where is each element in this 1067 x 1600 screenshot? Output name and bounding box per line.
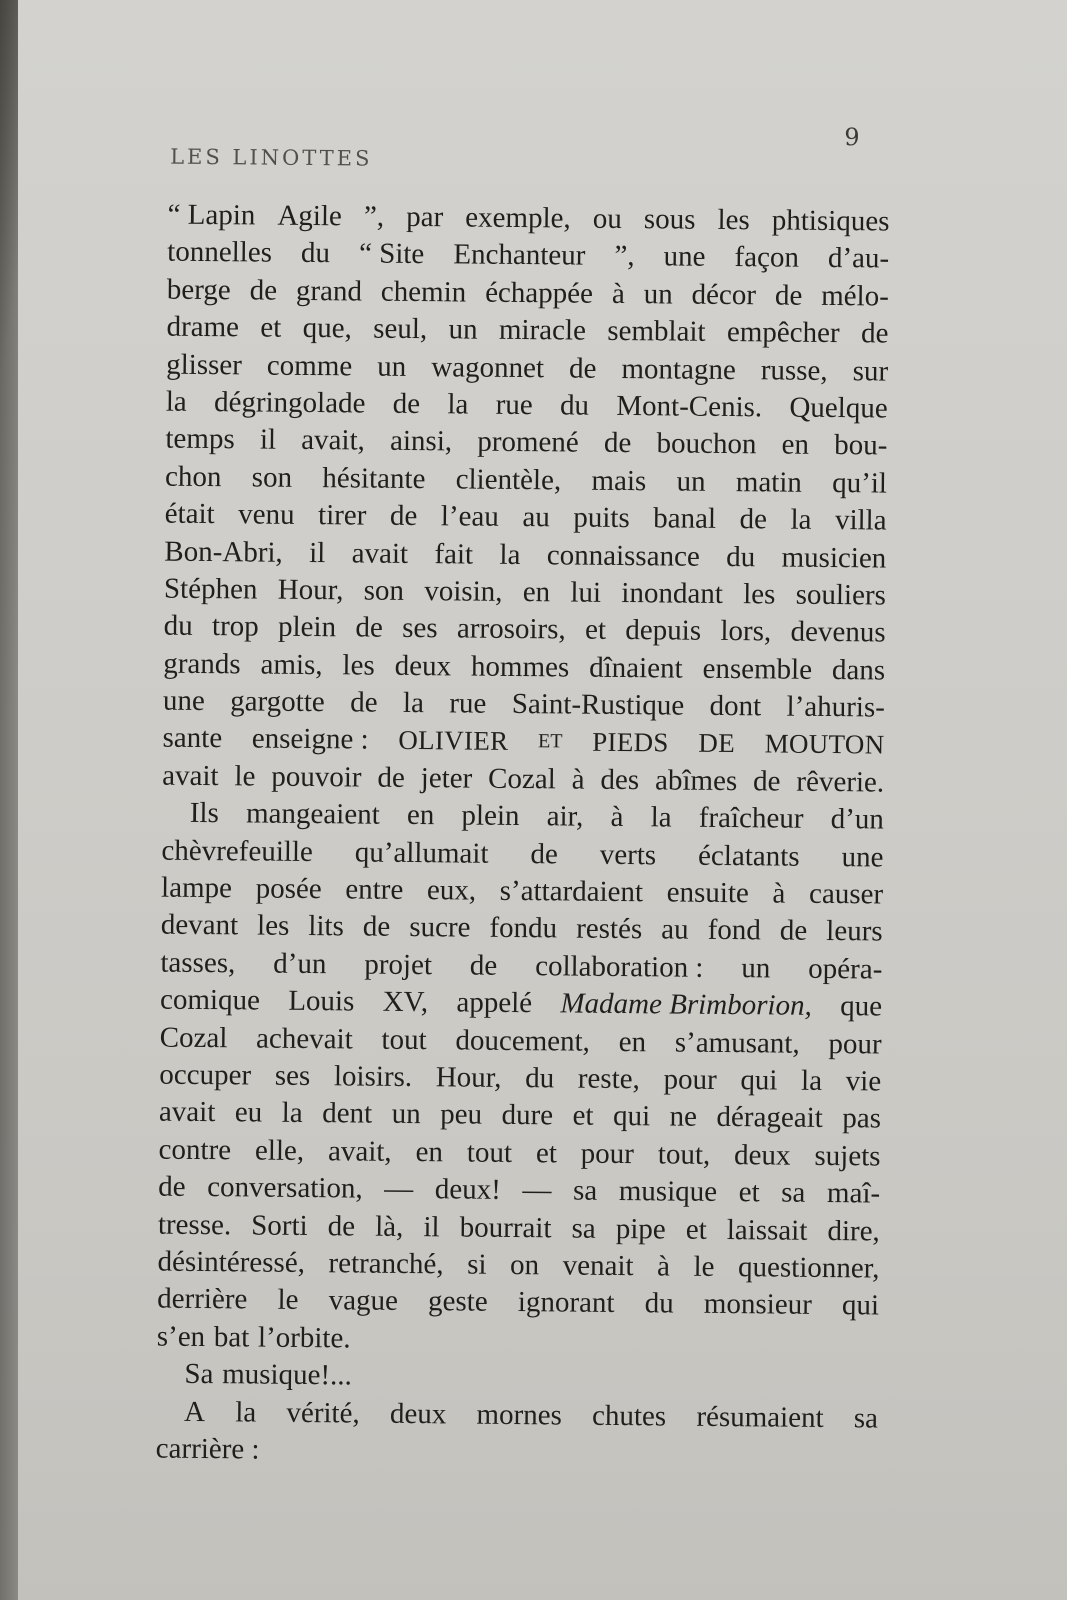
word: Ils [189,797,220,830]
word: Sa [184,1357,214,1391]
word: en [522,575,551,609]
word: A [183,1395,206,1428]
word: trop [211,610,259,643]
word: rue [449,687,487,720]
word: de [350,686,378,719]
word: un [391,1098,421,1131]
word: désintéressé, [157,1245,306,1279]
word: en [406,799,435,832]
word: de [603,427,632,460]
word: était [164,497,215,531]
word: tout [466,1136,513,1169]
word: sa [572,1174,598,1207]
word: s’amusant, [674,1026,800,1060]
word: maî- [826,1177,881,1210]
word: fondu [489,912,558,945]
word: vague [328,1284,399,1318]
word: berge [166,273,231,306]
word: pour [828,1027,882,1061]
word: avait [351,536,409,570]
word: ses [402,612,438,645]
word: Madame Brimborion, [560,987,812,1023]
word: restés [576,912,643,946]
word: du [644,1287,674,1320]
word: de [362,910,391,944]
word: exemple, [465,201,571,235]
word: sujets [814,1139,881,1173]
word: puits [573,501,630,535]
word: ”, [614,240,635,273]
word: Louis [288,985,355,1018]
word: gargotte [230,685,325,719]
word: bou- [834,429,888,462]
running-head: LES LINOTTES [170,144,373,171]
word: appelé [456,986,533,1020]
word: et [685,1213,707,1246]
text-line [156,1430,878,1474]
word: pas [842,1102,882,1135]
word: décor [691,278,757,312]
word: son [363,574,405,607]
word: pipe [615,1212,666,1245]
word: peu [440,1098,483,1132]
word: sante [162,722,223,755]
word: d’au- [827,242,890,275]
word: ensemble [702,652,813,686]
word: la [790,503,812,536]
word: de [779,914,808,948]
word: abîmes [654,764,738,797]
word: deux [389,1397,447,1430]
word: bat [213,1320,250,1354]
word: vie [845,1065,882,1098]
word: derrière [157,1282,248,1316]
word: devenus [790,615,886,649]
word: vérité, [286,1396,360,1430]
word: clientèle, [455,463,562,497]
word: tirer [317,499,367,532]
word: air, [546,800,584,833]
word: des [600,763,640,797]
word: musique!... [222,1358,352,1392]
word: du [726,540,756,573]
word: venait [562,1249,634,1283]
word: fait [434,537,474,571]
word: comique [159,983,261,1017]
word: un [448,313,478,346]
word: la [235,1395,257,1429]
word: de [469,949,498,982]
word: qu’il [832,466,888,500]
word: enseigne : [251,722,369,757]
word: loisirs. [333,1060,413,1093]
word: PIEDS [592,727,669,758]
word: tout, [657,1138,711,1171]
word: voisin, [424,574,503,608]
word: questionner, [737,1251,880,1285]
word: amis, [260,648,323,681]
word: Bon-Abri, [164,535,283,569]
word: ainsi, [389,425,453,458]
word: “ Lapin [167,198,256,232]
word: un [676,465,706,498]
word: eux, [426,874,477,907]
word: deux [394,649,452,683]
word: geste [427,1285,488,1319]
word: dont [709,689,762,723]
word: pouvoir [271,760,362,794]
word: phtisiques [771,204,890,238]
word: seul, [373,312,428,346]
word: de [249,274,278,307]
word: opéra- [808,952,883,986]
word: sous [643,203,696,236]
word: de [860,317,889,350]
text-line [160,1019,882,1063]
word: de [752,765,781,798]
word: fond [707,914,761,947]
word: achevait [255,1022,353,1056]
word: dérageait [716,1101,823,1135]
word: dans [831,653,886,687]
word: les [717,203,750,237]
word: tout [381,1023,427,1056]
word: sa [853,1401,879,1434]
word: au [522,501,550,534]
word: ”, [363,200,385,233]
word: du [559,389,590,422]
word: son [251,461,293,494]
word: mélo- [821,279,889,313]
word: verts [599,838,657,871]
word: banal [653,502,717,536]
word: Hour, [277,573,344,607]
word: une [663,240,706,274]
word: “ Site [358,237,425,271]
word: de [392,387,421,420]
word: en [781,428,810,462]
word: grand [295,274,363,308]
word: depuis [625,614,702,648]
word: collaboration : [535,949,704,984]
word: la [165,385,187,418]
word: villa [834,504,887,537]
word: par [406,200,444,234]
word: un [741,951,771,985]
word: conversation, [207,1171,363,1205]
word: de [327,1209,356,1243]
word: en [415,1135,444,1169]
word: mornes [476,1398,563,1431]
word: le [693,1250,715,1283]
word: le [277,1284,299,1317]
word: qu’allumait [354,836,489,870]
word: Enchanteur [453,238,586,273]
word: la [447,388,469,421]
word: avait [162,759,219,792]
word: lampe [160,871,233,905]
word: tonnelles [167,235,273,270]
word: que, [302,312,352,345]
word: les [342,648,375,682]
body-text [156,197,890,1475]
word: Agile [277,199,343,233]
word: à [571,763,585,796]
word: temps [165,422,235,456]
word: posée [255,872,322,906]
word: du [163,609,193,643]
word: Quelque [789,391,888,425]
word: éclatants [697,839,800,873]
word: il [259,423,277,457]
word: que [840,990,883,1023]
word: russe, [760,353,828,387]
word: tresse. [157,1208,232,1241]
word: chon [164,460,222,493]
word: on [509,1248,540,1282]
word: qui [740,1064,778,1097]
word: de [568,352,597,385]
page-number: 9 [844,123,860,152]
word: si [467,1248,487,1281]
word: promené [477,425,579,459]
word: monsieur [703,1288,812,1322]
word: contre [158,1133,232,1167]
word: — [384,1172,414,1206]
word: matin [735,465,803,499]
word: l’eau [440,500,500,533]
word: d’un [273,947,327,980]
text-line [161,907,883,951]
word: du [525,1062,555,1095]
word: il [309,536,326,569]
word: empêcher [726,316,840,350]
word: occuper [159,1058,252,1092]
word: dégringolade [213,386,366,420]
word: musique [618,1175,718,1209]
word: et [535,1136,557,1170]
word: leurs [826,915,883,948]
word: ignorant [517,1286,615,1320]
word: qui [841,1289,880,1322]
word: eu [234,1096,263,1129]
word: rêverie. [796,765,885,799]
word: une [841,840,884,874]
word: s’attardaient [499,874,644,909]
word: deux [733,1138,791,1172]
word: de [158,1170,186,1203]
word: souliers [795,578,887,612]
word: jeter [420,761,473,795]
word: les [743,578,776,611]
word: reste, [577,1062,641,1096]
word: semblait [607,315,706,348]
word: entre [345,873,404,906]
word: façon [734,241,800,275]
word: il [423,1210,440,1243]
word: ensuite [666,876,750,910]
word: dent [322,1097,373,1130]
word: résumaient [696,1400,824,1434]
word: Stéphen [163,572,258,606]
word: Mont-Cenis. [616,389,763,424]
word: avait [158,1095,216,1129]
word: bouchon [656,427,757,461]
word: au [661,913,689,947]
word: échappée [484,276,594,310]
word: miracle [498,313,587,347]
word: les [256,909,290,943]
word: de [389,499,418,533]
word: hommes [470,650,570,684]
word: ne [669,1100,698,1134]
word: lits [308,910,344,943]
word: sa [571,1212,596,1245]
word: s’en [156,1320,206,1353]
word: la [650,801,672,834]
word: glisser [166,348,243,381]
word: sucre [409,911,471,944]
word: — [522,1174,552,1207]
word: de [377,761,405,794]
word: lors, [720,615,772,648]
word: la [499,538,521,571]
word: rue [495,388,533,422]
word: carrière : [155,1432,260,1466]
word: bourrait [459,1211,552,1244]
word: doucement, [455,1024,591,1058]
word: ses [274,1059,311,1093]
word: de [530,837,558,871]
word: et [572,1099,594,1133]
book-page [18,0,1067,1600]
text-line [164,533,886,577]
word: Hour, [435,1061,502,1094]
word: avait, [327,1134,392,1168]
word: laissait [726,1213,808,1247]
word: causer [808,877,884,911]
word: à [611,277,625,310]
word: elle, [254,1134,305,1167]
word: ou [592,202,622,235]
word: comme [266,349,353,382]
word: Sorti [251,1209,308,1242]
word: Saint-Rustique [511,688,685,722]
word: lui [570,576,602,609]
word: l’ahuris- [786,690,886,724]
word: plein [277,610,337,644]
word: de [355,611,383,644]
word: là, [375,1210,404,1243]
word: d’un [830,803,884,836]
word: connaissance [546,538,700,573]
word: dure [501,1099,554,1132]
word: devant [160,908,239,942]
word: mais [591,464,647,497]
word: un [643,277,673,311]
word: à [772,877,786,910]
word: de [774,279,803,312]
page-content [10,0,1067,1600]
word: MOUTON [764,728,885,760]
word: Cozal [159,1021,228,1054]
word: fraîcheur [698,801,804,835]
word: venu [238,498,295,531]
word: pour [580,1137,635,1170]
word: à [656,1250,671,1283]
word: chutes [591,1399,667,1432]
word: et [738,1176,760,1209]
word: pour [663,1063,717,1096]
word: un [377,350,407,383]
word: projet [364,948,433,981]
text-line [156,1356,878,1400]
word: montagne [621,352,736,386]
word: hésitante [322,461,426,495]
word: XV, [382,985,429,1019]
word: chemin [380,275,467,309]
word: qui [612,1100,651,1133]
word: tasses, [160,946,236,980]
word: drame [166,310,240,344]
word: de [739,503,768,536]
word: la [402,686,425,720]
word: sur [852,354,889,388]
word: mangeaient [245,797,380,831]
word: plein [461,799,520,833]
word: Cozal [487,762,556,796]
word: chèvrefeuille [161,834,313,868]
word: à [610,801,624,834]
word: wagonnet [431,350,545,384]
word: du [300,237,331,270]
word: sa [781,1176,806,1209]
word: la [281,1097,303,1130]
word: et [584,613,607,647]
word: DE [698,728,736,759]
word: OLIVIER [398,725,509,757]
word: la [800,1064,823,1097]
word: et [260,311,282,344]
word: le [234,760,256,793]
word: deux! [434,1173,502,1207]
text-line [157,1243,879,1287]
word: l’orbite. [257,1321,351,1355]
word: musicien [781,541,887,575]
word: dînaient [589,651,683,685]
word: inondant [621,576,724,610]
word: dire, [827,1214,880,1248]
word: ET [537,730,563,753]
word: grands [163,647,241,681]
word: en [618,1025,647,1058]
word: arrosoirs, [456,612,566,646]
word: avait, [301,424,366,457]
word: une [162,684,205,718]
word: retranché, [328,1247,444,1281]
